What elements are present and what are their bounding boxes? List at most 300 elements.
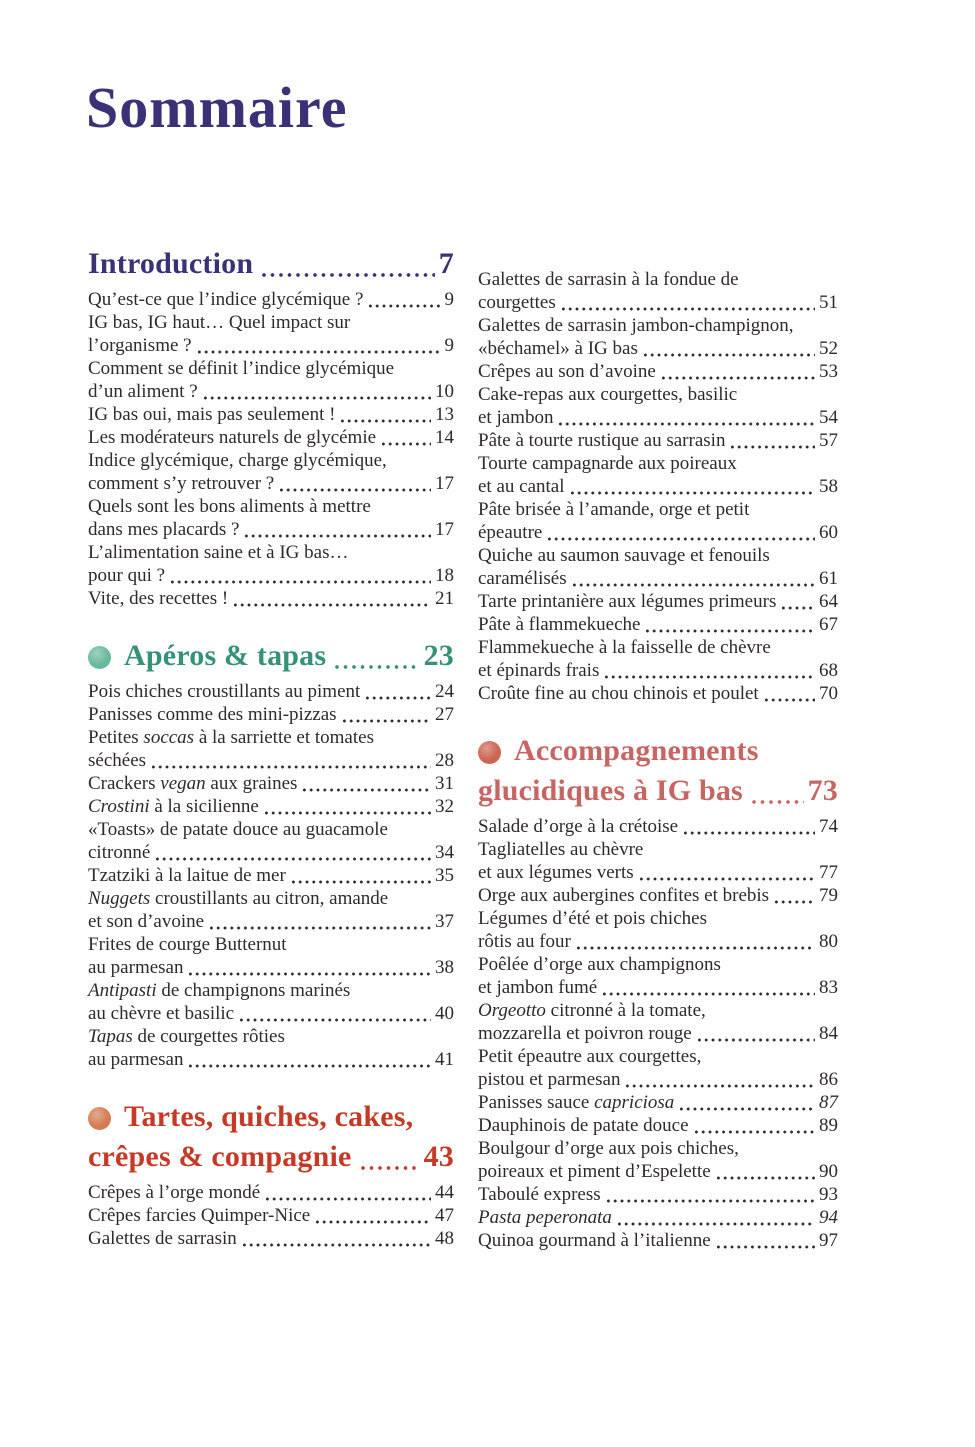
entry-title-text: Petit épeautre aux courgettes,: [478, 1046, 702, 1067]
dot-leader: [570, 491, 815, 495]
dot-leader: [572, 583, 815, 587]
page-title: Sommaire: [86, 75, 348, 140]
entry-title-text: Salade d’orge à la crétoise: [478, 816, 679, 837]
entry-title-text: au chèvre et basilic: [88, 1003, 235, 1024]
entry-page-number: 97: [819, 1230, 838, 1251]
toc-entry-line: [88, 979, 454, 1002]
dot-leader: [188, 1064, 431, 1068]
toc-entry-line: [478, 884, 838, 907]
toc-entry-line: [88, 841, 454, 864]
toc-section-accompagnements-glucidiques: [478, 731, 838, 1252]
toc-entry: [478, 838, 838, 884]
dot-leader: [360, 1166, 420, 1170]
entry-page-number: 47: [435, 1205, 454, 1226]
toc-entry-line: [478, 360, 838, 383]
toc-section-introduction: [88, 244, 454, 610]
section-title: glucidiques à IG bas: [478, 774, 743, 807]
entry-title: [478, 884, 769, 907]
entry-title-text-italic: Pasta peperonata: [478, 1207, 612, 1228]
toc-section-tartes-quiches-cakes-crepes: [88, 1097, 454, 1250]
entry-title: [478, 930, 571, 953]
dot-leader: [155, 857, 431, 861]
entry-title-text: «béchamel» à IG bas: [478, 338, 638, 359]
entry-page-number: 58: [819, 476, 838, 497]
entry-title: [478, 613, 640, 636]
entry-page-number: 64: [819, 591, 838, 612]
toc-entry: [478, 636, 838, 682]
toc-entry-line: [478, 1091, 838, 1114]
dot-leader: [645, 629, 815, 633]
section-title: Tartes, quiches, cakes,: [124, 1100, 414, 1133]
entry-title-text: séchées: [88, 750, 147, 771]
dot-leader: [334, 665, 419, 669]
entry-title: [478, 1183, 601, 1206]
entry-page-number: 80: [819, 931, 838, 952]
entry-title-text: Crêpes farcies Quimper-Nice: [88, 1205, 311, 1226]
entry-title-text: Poêlée d’orge aux champignons: [478, 954, 721, 975]
toc-entry-line: [88, 357, 454, 380]
dot-leader: [604, 675, 815, 679]
entry-title-text: Pois chiches croustillants au piment: [88, 681, 361, 702]
entry-title-text: Quels sont les bons aliments à mettre: [88, 496, 371, 517]
entry-title: [478, 590, 776, 613]
entry-title-text: Tagliatelles au chèvre: [478, 839, 644, 860]
dot-leader: [625, 1084, 815, 1088]
entry-title-text: Qu’est-ce que l’indice glycémique ?: [88, 289, 364, 310]
entry-title: [478, 475, 565, 498]
entry-title: [88, 1048, 183, 1071]
toc-entry-line: [478, 1022, 838, 1045]
entry-page-number: 28: [435, 750, 454, 771]
entry-title: [478, 521, 542, 544]
toc-entry-line: [88, 749, 454, 772]
entry-page-number: 18: [435, 565, 454, 586]
entry-title-text: Crêpes à l’orge mondé: [88, 1182, 261, 1203]
toc-entry: [478, 590, 838, 613]
toc-entry: [478, 682, 838, 705]
entry-title: [88, 772, 297, 795]
toc-entry-line: [88, 1204, 454, 1227]
entry-title: [88, 841, 150, 864]
entry-page-number: 17: [435, 519, 454, 540]
toc-entry: [478, 907, 838, 953]
toc-entry: [88, 1204, 454, 1227]
dot-leader: [265, 1197, 431, 1201]
entry-title-text: Flammekueche à la faisselle de chèvre: [478, 637, 771, 658]
dot-leader: [716, 1176, 815, 1180]
entry-title-text: Les modérateurs naturels de glycémie: [88, 427, 377, 448]
toc-entry: [88, 403, 454, 426]
toc-entry-line: [88, 1181, 454, 1204]
entry-title-text: Vite, des recettes !: [88, 588, 229, 609]
toc-entry: [88, 680, 454, 703]
dot-leader: [661, 376, 815, 380]
entry-title: [478, 1160, 711, 1183]
toc-entry-line: [88, 403, 454, 426]
toc-entry: [88, 495, 454, 541]
entry-page-number: 84: [819, 1023, 838, 1044]
section-bullet-icon: [88, 646, 111, 669]
entry-title-text: mozzarella et poivron rouge: [478, 1023, 692, 1044]
entry-page-number: 54: [819, 407, 838, 428]
section-page-number: 43: [423, 1140, 454, 1173]
toc-entry: [88, 772, 454, 795]
entry-title: [88, 587, 228, 610]
entry-page-number: 67: [819, 614, 838, 635]
entry-title-text: croustillants au citron, amande: [150, 888, 389, 909]
entry-page-number: 79: [819, 885, 838, 906]
entry-page-number: 35: [435, 865, 454, 886]
toc-entry: [478, 268, 838, 314]
entry-page-number: 51: [819, 292, 838, 313]
toc-entry-line: [478, 1114, 838, 1137]
entry-title-text: épeautre: [478, 522, 543, 543]
entry-page-number: 48: [435, 1228, 454, 1249]
toc-entry-line: [88, 288, 454, 311]
entry-title-text: et au cantal: [478, 476, 565, 497]
dot-leader: [558, 422, 815, 426]
toc-entry-line: [478, 1206, 838, 1229]
entry-page-number: 57: [819, 430, 838, 451]
entry-title: [88, 795, 259, 818]
toc-entry: [478, 544, 838, 590]
entry-title-text: Panisses sauce: [478, 1092, 595, 1113]
toc-entry-line: [478, 1137, 838, 1160]
entry-title-text: Galettes de sarrasin jambon-champignon,: [478, 315, 794, 336]
entry-title-text-italic: soccas: [143, 727, 195, 748]
entry-title-text: Pâte à flammekueche: [478, 614, 641, 635]
toc-entry-line: [88, 564, 454, 587]
entry-title-text: et son d’avoine: [88, 911, 205, 932]
dot-leader: [197, 350, 441, 354]
dot-leader: [261, 273, 435, 277]
entry-title: [478, 1022, 692, 1045]
dot-leader: [730, 445, 815, 449]
entry-page-number: 24: [435, 681, 454, 702]
entry-title-text: Quiche au saumon sauvage et fenouils: [478, 545, 770, 566]
toc-entry-line: [88, 910, 454, 933]
section-page-number: 23: [423, 639, 454, 672]
dot-leader: [764, 698, 815, 702]
toc-entry-line: [88, 311, 454, 334]
dot-leader: [291, 880, 431, 884]
entry-page-number: 37: [435, 911, 454, 932]
entry-page-number: 90: [819, 1161, 838, 1182]
section-heading: [88, 636, 454, 676]
dot-leader: [239, 1018, 431, 1022]
toc-entry-line: [88, 587, 454, 610]
entry-title-text: et jambon: [478, 407, 554, 428]
entry-title-text: Tourte campagnarde aux poireaux: [478, 453, 737, 474]
entry-page-number: 34: [435, 842, 454, 863]
entry-title: [478, 682, 759, 705]
dot-leader: [751, 800, 804, 804]
toc-entry-line: [478, 498, 838, 521]
section-heading-line: [88, 636, 454, 676]
entry-title-text: d’un aliment ?: [88, 381, 198, 402]
toc-entry-line: [88, 956, 454, 979]
toc-entry-line: [478, 314, 838, 337]
toc-entry-line: [88, 680, 454, 703]
dot-leader: [606, 1199, 815, 1203]
toc-entry-line: [478, 1183, 838, 1206]
toc-entry: [88, 587, 454, 610]
entry-title-text: «Toasts» de patate douce au guacamole: [88, 819, 388, 840]
entry-page-number: 32: [435, 796, 454, 817]
entry-title: [88, 518, 239, 541]
entry-page-number: 21: [435, 588, 454, 609]
entry-title-text: Légumes d’été et pois chiches: [478, 908, 707, 929]
toc-entry: [88, 1181, 454, 1204]
toc-entry: [88, 887, 454, 933]
toc-entry-line: [478, 544, 838, 567]
entry-title: [478, 815, 678, 838]
dot-leader: [561, 307, 815, 311]
toc-entry: [478, 953, 838, 999]
entry-title-text: pour qui ?: [88, 565, 166, 586]
dot-leader: [244, 534, 431, 538]
section-heading-line: [88, 1097, 454, 1137]
entry-title: [478, 1114, 689, 1137]
entry-title-text: à la sarriette et tomates: [194, 727, 374, 748]
entry-page-number: 10: [435, 381, 454, 402]
toc-column-right: [478, 268, 838, 1252]
toc-entry-line: [478, 337, 838, 360]
entry-title: [478, 861, 634, 884]
dot-leader: [602, 992, 815, 996]
toc-entry-line: [478, 268, 838, 291]
entry-title-text: Crackers: [88, 773, 161, 794]
entry-title-text: pistou et parmesan: [478, 1069, 621, 1090]
toc-entry: [88, 1025, 454, 1071]
entry-title: [88, 288, 363, 311]
entry-title: [88, 564, 165, 587]
entry-title-text-italic: Tapas: [88, 1026, 133, 1047]
toc-section-aperos-tapas: [88, 636, 454, 1071]
entry-page-number: 87: [819, 1092, 838, 1113]
dot-leader: [279, 488, 431, 492]
dot-leader: [233, 603, 431, 607]
entry-title-text: Croûte fine au chou chinois et poulet: [478, 683, 759, 704]
toc-entry: [88, 449, 454, 495]
entry-title-text: citronné à la tomate,: [545, 1000, 706, 1021]
entry-title-text-italic: Antipasti: [88, 980, 157, 1001]
section-page-number: 7: [438, 247, 454, 280]
dot-leader: [203, 396, 431, 400]
toc-entry-line: [88, 887, 454, 910]
entry-title: [88, 472, 274, 495]
toc-entry-line: [478, 907, 838, 930]
section-heading: [88, 1097, 454, 1177]
toc-entry: [88, 1227, 454, 1250]
toc-entry: [88, 288, 454, 311]
toc-entry: [88, 357, 454, 403]
dot-leader: [242, 1243, 431, 1247]
entry-title: [88, 1227, 237, 1250]
entry-title: [478, 1206, 612, 1229]
entry-title-text-italic: Orgeotto: [478, 1000, 546, 1021]
section-bullet-icon: [478, 741, 501, 764]
toc-entry-line: [478, 1068, 838, 1091]
toc-entry-line: [478, 838, 838, 861]
dot-leader: [365, 696, 431, 700]
dot-leader: [781, 606, 815, 610]
dot-leader: [170, 580, 431, 584]
entry-title-text: poireaux et piment d’Espelette: [478, 1161, 711, 1182]
toc-entry: [478, 429, 838, 452]
toc-entry-line: [88, 1002, 454, 1025]
entry-title: [478, 567, 567, 590]
section-bullet-icon: [88, 1107, 111, 1130]
entry-title-text: Pâte à tourte rustique au sarrasin: [478, 430, 726, 451]
entry-title-text: Indice glycémique, charge glycémique,: [88, 450, 387, 471]
toc-entry-line: [478, 659, 838, 682]
toc-entry-line: [478, 815, 838, 838]
toc-entry-line: [88, 703, 454, 726]
toc-entry-line: [478, 1045, 838, 1068]
toc-entry: [478, 360, 838, 383]
toc-entry-line: [478, 636, 838, 659]
dot-leader: [576, 946, 815, 950]
entry-page-number: 41: [435, 1049, 454, 1070]
toc-entry: [88, 541, 454, 587]
toc-entry: [88, 426, 454, 449]
entry-title-text-italic: capriciosa: [594, 1092, 675, 1113]
entry-title-text: IG bas oui, mais pas seulement !: [88, 404, 336, 425]
entry-title: [88, 426, 376, 449]
toc-entry: [478, 1045, 838, 1091]
toc-entry-line: [478, 1160, 838, 1183]
entry-title-text: rôtis au four: [478, 931, 571, 952]
toc-entry-line: [88, 541, 454, 564]
entry-title-text: L’alimentation saine et à IG bas…: [88, 542, 349, 563]
toc-entry-line: [478, 291, 838, 314]
entry-title-text: Tarte printanière aux légumes primeurs: [478, 591, 777, 612]
dot-leader: [340, 419, 431, 423]
toc-entry-line: [88, 772, 454, 795]
entry-page-number: 44: [435, 1182, 454, 1203]
entry-title-text: et épinards frais: [478, 660, 600, 681]
entry-title-text: Galettes de sarrasin à la fondue de: [478, 269, 739, 290]
section-heading: [478, 731, 838, 811]
entry-title-text: Galettes de sarrasin: [88, 1228, 237, 1249]
entry-page-number: 77: [819, 862, 838, 883]
toc-entry-line: [88, 1048, 454, 1071]
entry-title-text: de courgettes rôties: [132, 1026, 285, 1047]
entry-title-text: Dauphinois de patate douce: [478, 1115, 689, 1136]
entry-title-text: Pâte brisée à l’amande, orge et petit: [478, 499, 750, 520]
toc-entry-line: [478, 1229, 838, 1252]
toc-entry-line: [478, 613, 838, 636]
entry-page-number: 38: [435, 957, 454, 978]
toc-entry-line: [88, 449, 454, 472]
entry-page-number: 68: [819, 660, 838, 681]
entry-title: [88, 1181, 260, 1204]
toc-entry-line: [88, 933, 454, 956]
entry-page-number: 74: [819, 816, 838, 837]
dot-leader: [315, 1220, 431, 1224]
entry-title-text-italic: Crostini: [88, 796, 150, 817]
entry-page-number: 17: [435, 473, 454, 494]
dot-leader: [302, 788, 431, 792]
entry-page-number: 31: [435, 773, 454, 794]
toc-entry-line: [478, 383, 838, 406]
dot-leader: [151, 765, 431, 769]
entry-title-text: caramélisés: [478, 568, 567, 589]
toc-entry-line: [478, 976, 838, 999]
toc-entry: [478, 884, 838, 907]
entry-title: [478, 976, 597, 999]
entry-title-text-italic: Nuggets: [88, 888, 151, 909]
section-heading-line: [88, 244, 454, 284]
toc-column-left: [88, 244, 454, 1250]
toc-entry: [88, 703, 454, 726]
section-heading-line: [88, 1137, 454, 1177]
entry-title-text: comment s’y retrouver ?: [88, 473, 275, 494]
entry-title-text: Frites de courge Butternut: [88, 934, 287, 955]
toc-entry: [88, 933, 454, 979]
toc-entry-line: [88, 380, 454, 403]
entry-title: [88, 334, 192, 357]
toc-entry: [478, 383, 838, 429]
entry-title: [88, 1204, 310, 1227]
entry-page-number: 52: [819, 338, 838, 359]
toc-entry-line: [88, 426, 454, 449]
toc-entry-line: [478, 429, 838, 452]
toc-entry-line: [478, 930, 838, 953]
entry-title: [88, 749, 146, 772]
toc-entry: [478, 815, 838, 838]
toc-entry: [88, 726, 454, 772]
toc-entry-line: [478, 521, 838, 544]
entry-title: [88, 956, 183, 979]
section-title: Apéros & tapas: [124, 639, 327, 672]
toc-entry-line: [88, 518, 454, 541]
section-title: Introduction: [88, 247, 254, 280]
dot-leader: [716, 1245, 815, 1249]
toc-entry-line: [478, 999, 838, 1022]
entry-page-number: 14: [435, 427, 454, 448]
entry-title: [478, 1068, 620, 1091]
entry-title: [88, 680, 360, 703]
toc-entry-line: [88, 1227, 454, 1250]
entry-title-text: au parmesan: [88, 957, 184, 978]
entry-page-number: 86: [819, 1069, 838, 1090]
entry-title-text: dans mes placards ?: [88, 519, 240, 540]
toc-entry-line: [88, 495, 454, 518]
entry-page-number: 61: [819, 568, 838, 589]
entry-title-text: à la sicilienne: [149, 796, 259, 817]
entry-title: [478, 360, 656, 383]
entry-title-text: aux graines: [205, 773, 298, 794]
entry-page-number: 70: [819, 683, 838, 704]
entry-title-text: Crêpes au son d’avoine: [478, 361, 656, 382]
entry-title: [478, 406, 553, 429]
entry-title-text: courgettes: [478, 292, 556, 313]
entry-title-text: IG bas, IG haut… Quel impact sur: [88, 312, 351, 333]
dot-leader: [209, 926, 431, 930]
dot-leader: [368, 304, 440, 308]
entry-page-number: 27: [435, 704, 454, 725]
entry-title: [88, 380, 198, 403]
dot-leader: [617, 1222, 815, 1226]
dot-leader: [639, 877, 815, 881]
entry-title: [88, 864, 286, 887]
entry-page-number: 93: [819, 1184, 838, 1205]
entry-page-number: 40: [435, 1003, 454, 1024]
dot-leader: [264, 811, 431, 815]
toc-entry: [88, 979, 454, 1025]
